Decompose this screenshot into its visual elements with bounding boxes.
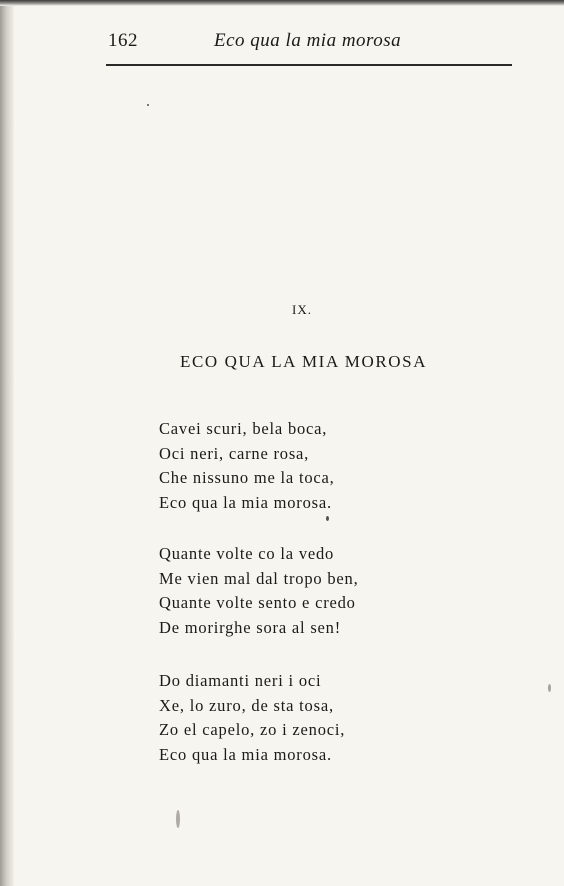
poem-line: Me vien mal dal tropo ben, [159,568,359,588]
poem-line: Zo el capelo, zo i zenoci, [159,720,346,739]
paper-speck [548,684,551,692]
page-header [108,28,512,60]
poem-line: Do diamanti neri i oci [159,671,322,690]
stanza-3 [159,669,345,767]
page-top-edge [0,0,564,6]
running-title: Eco qua la mia morosa [214,30,402,51]
paper-speck [326,516,329,521]
poem-title: ECO QUA LA MIA MOROSA [180,352,428,371]
stanza-2 [159,542,359,640]
header-rule [106,64,512,66]
poem-line: Cavei scuri, bela boca, [159,419,328,438]
poem-line: Eco qua la mia morosa. [159,744,332,764]
poem-line: De morirghe sora al sen! [159,617,342,637]
paper-speck [147,104,149,106]
stanza-1 [159,417,335,515]
poem-line: Quante volte co la vedo [159,544,335,563]
page-gutter-shadow [0,0,14,886]
section-number: IX. [292,302,312,317]
poem-line: Xe, lo zuro, de sta tosa, [159,695,334,715]
poem-line: Oci neri, carne rosa, [159,443,310,463]
poem-line: Quante volte sento e credo [159,593,356,612]
page-number: 162 [108,30,138,51]
poem-line: Eco qua la mia morosa. [159,492,332,512]
paper-speck [176,810,180,828]
poem-line: Che nissuno me la toca, [159,468,335,487]
